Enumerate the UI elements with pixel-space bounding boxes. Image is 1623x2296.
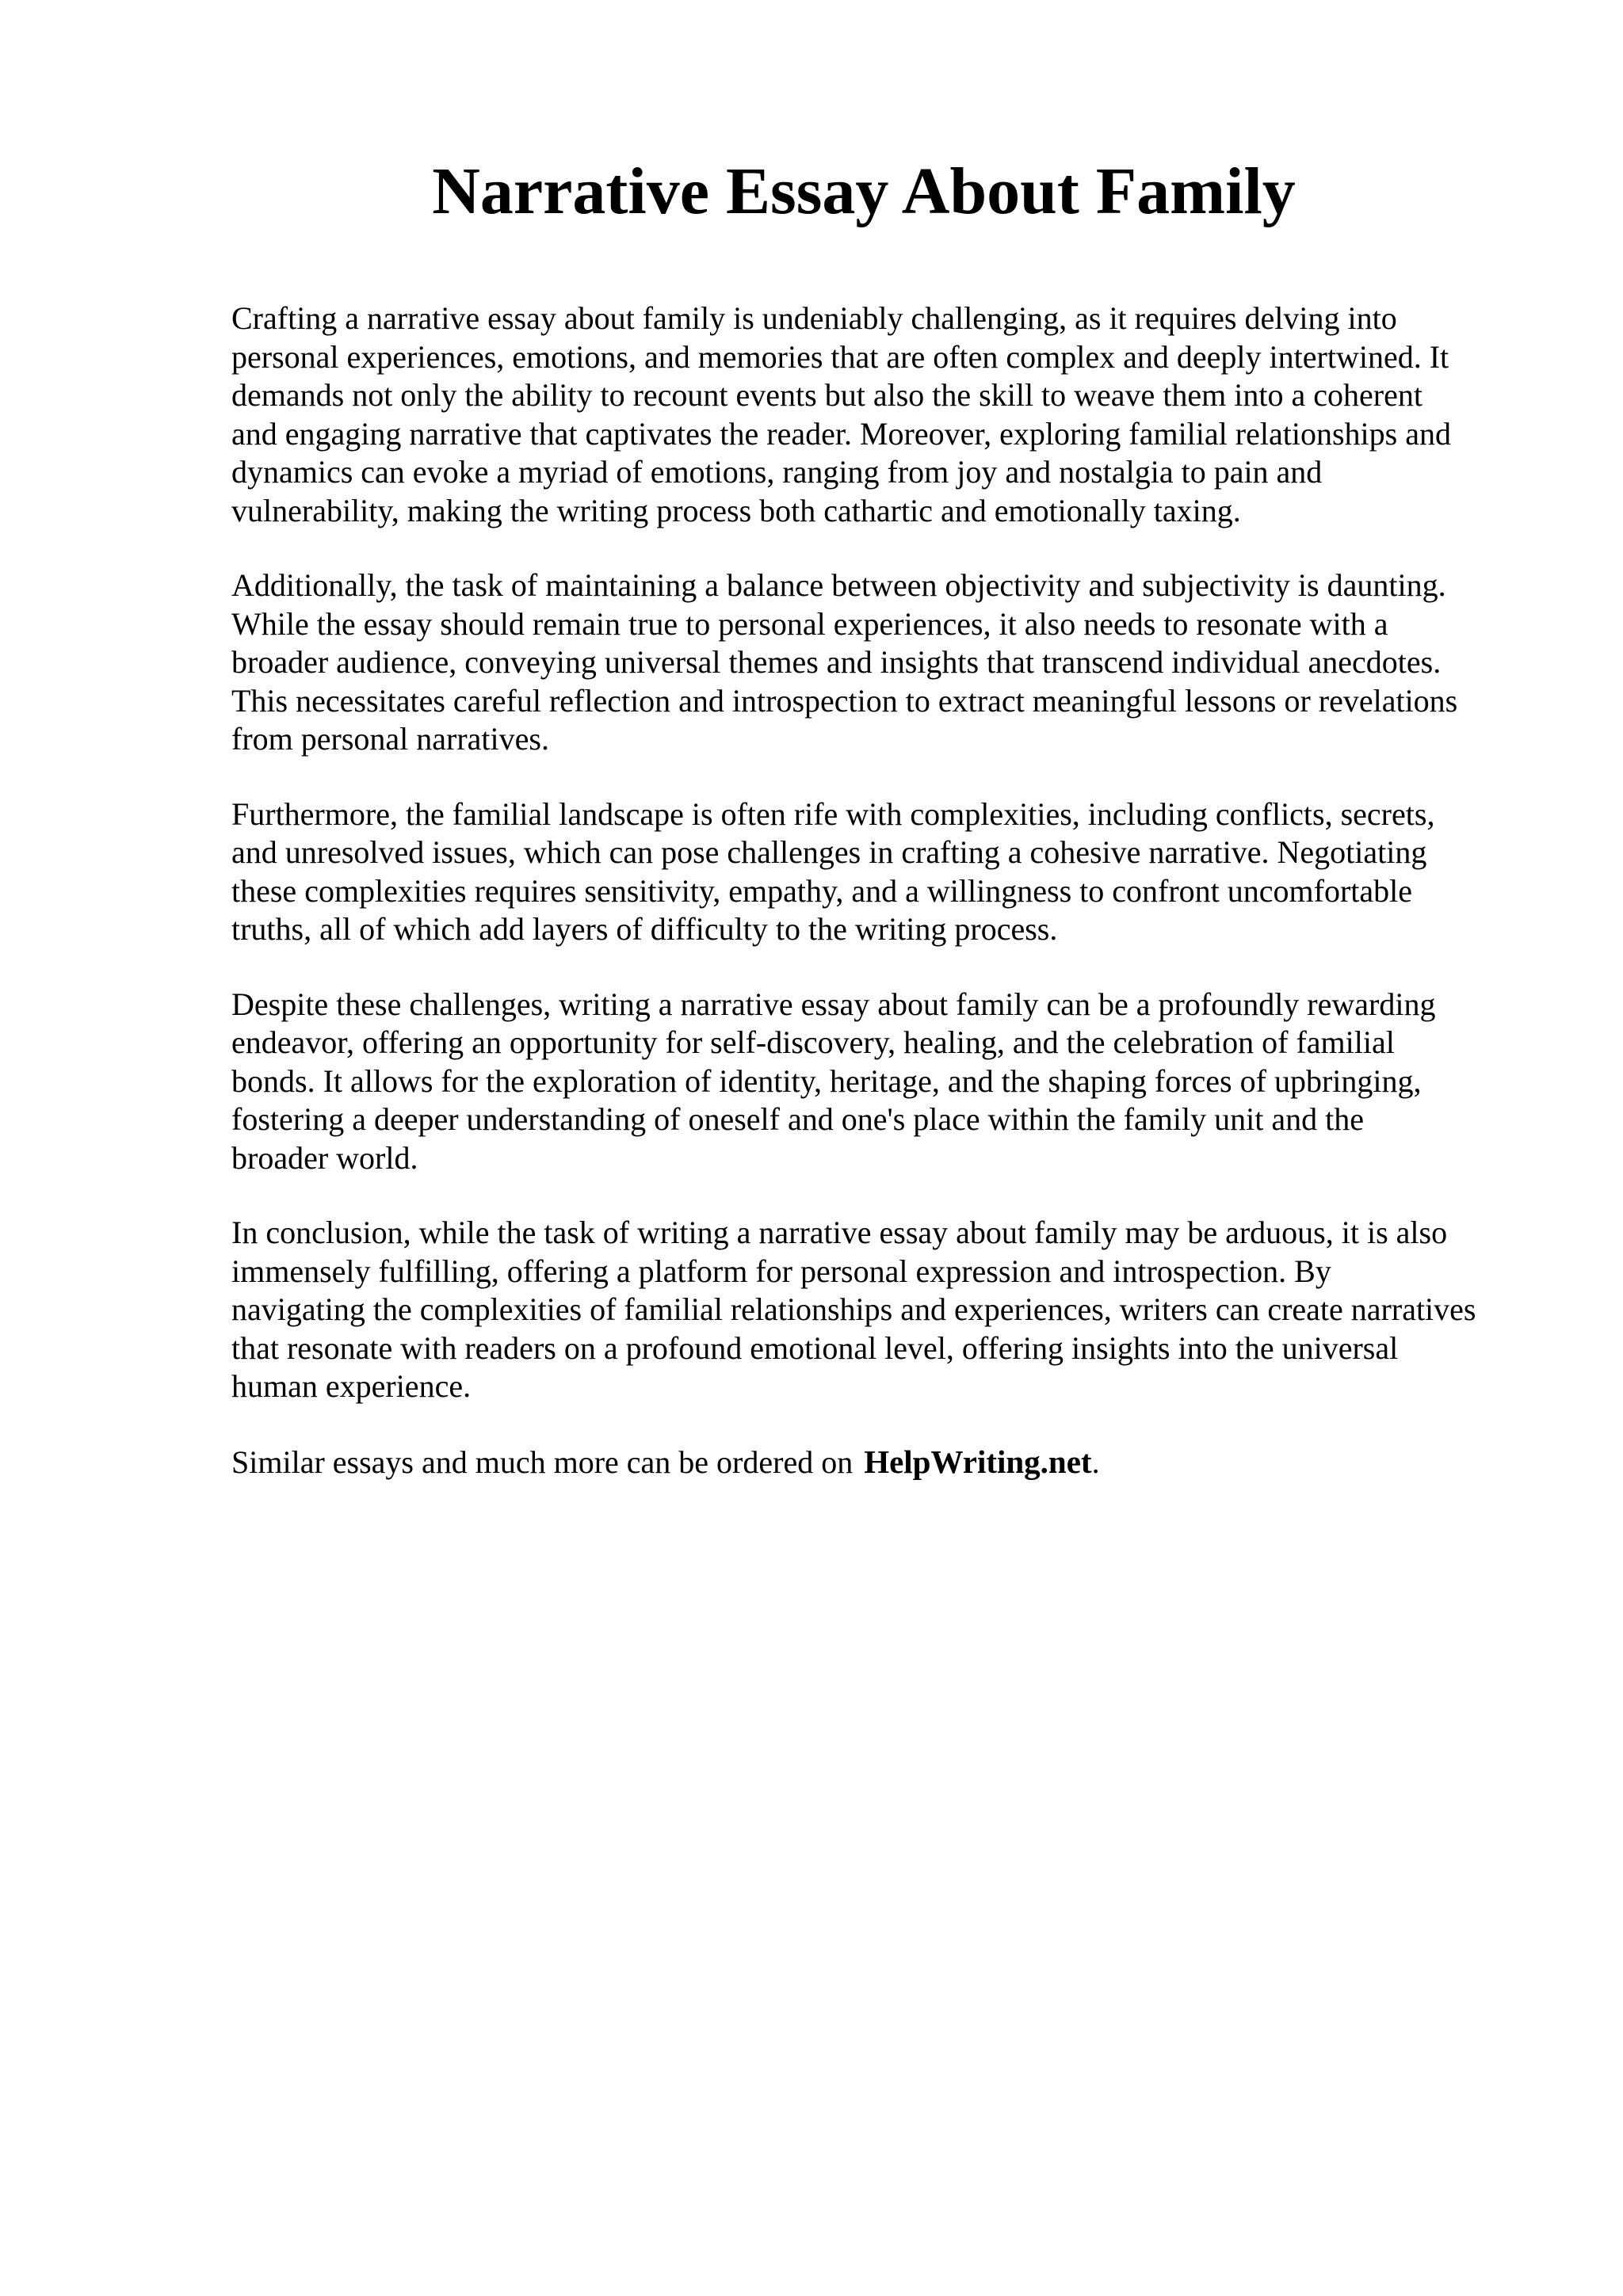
- promo-period: .: [1091, 1444, 1100, 1480]
- brand-link[interactable]: HelpWriting.net: [864, 1443, 1092, 1480]
- paragraph-3: [231, 795, 1539, 949]
- text-line: truths, all of which add layers of difficulty to the writing process.: [231, 911, 1058, 947]
- text-line: bonds. It allows for the exploration of identity, heritage, and the shaping forces of upbringing,: [231, 1062, 1422, 1099]
- text-line: broader world.: [231, 1139, 418, 1176]
- text-line: demands not only the ability to recount events but also the skill to weave them into a coherent: [231, 377, 1423, 413]
- text-line: In conclusion, while the task of writing a narrative essay about family may be arduous, it is also: [231, 1215, 1448, 1250]
- text-line: personal experiences, emotions, and memories that are often complex and deeply intertwined. It: [231, 338, 1449, 375]
- text-line: these complexities requires sensitivity, empathy, and a willingness to confront uncomfortable: [231, 872, 1412, 909]
- text-line: and unresolved issues, which can pose challenges in crafting a cohesive narrative. Negotiating: [231, 834, 1427, 870]
- text-line: human experience.: [231, 1368, 472, 1404]
- text-line: While the essay should remain true to personal experiences, it also needs to resonate with a: [231, 605, 1388, 642]
- text-line: Crafting a narrative essay about family is undeniably challenging, as it requires delving into: [231, 300, 1397, 336]
- text-line: endeavor, offering an opportunity for self-discovery, healing, and the celebration of familial: [231, 1024, 1395, 1060]
- text-line: immensely fulfilling, offering a platform for personal expression and introspection. By: [231, 1253, 1331, 1289]
- text-line: and engaging narrative that captivates the reader. Moreover, exploring familial relationships and: [231, 415, 1451, 452]
- text-line: vulnerability, making the writing process both cathartic and emotionally taxing.: [231, 492, 1241, 528]
- text-line: This necessitates careful reflection and introspection to extract meaningful lessons or revelations: [231, 682, 1458, 719]
- promo-line: [231, 1443, 1539, 1482]
- text-line: from personal narratives.: [231, 721, 549, 757]
- text-line: that resonate with readers on a profound emotional level, offering insights into the universal: [231, 1329, 1399, 1366]
- paragraph-5: [231, 1214, 1539, 1406]
- text-line: Despite these challenges, writing a narrative essay about family can be a profoundly rewarding: [231, 986, 1436, 1022]
- document-title: Narrative Essay About Family: [432, 154, 1296, 228]
- text-line: Additionally, the task of maintaining a balance between objectivity and subjectivity is daunting.: [231, 567, 1446, 603]
- paragraph-2: [231, 566, 1539, 759]
- paragraph-4: [231, 986, 1539, 1178]
- text-line: navigating the complexities of familial relationships and experiences, writers can create narratives: [231, 1291, 1476, 1327]
- promo-text: Similar essays and much more can be ordered on: [231, 1444, 854, 1480]
- paragraph-1: [231, 299, 1539, 530]
- text-line: dynamics can evoke a myriad of emotions, ranging from joy and nostalgia to pain and: [231, 454, 1323, 490]
- essay-body: [231, 299, 1539, 1482]
- text-line: Furthermore, the familial landscape is often rife with complexities, including conflicts, secrets,: [231, 795, 1435, 832]
- text-line: fostering a deeper understanding of oneself and one's place within the family unit and the: [231, 1101, 1364, 1137]
- text-line: broader audience, conveying universal themes and insights that transcend individual anecdotes.: [231, 644, 1442, 680]
